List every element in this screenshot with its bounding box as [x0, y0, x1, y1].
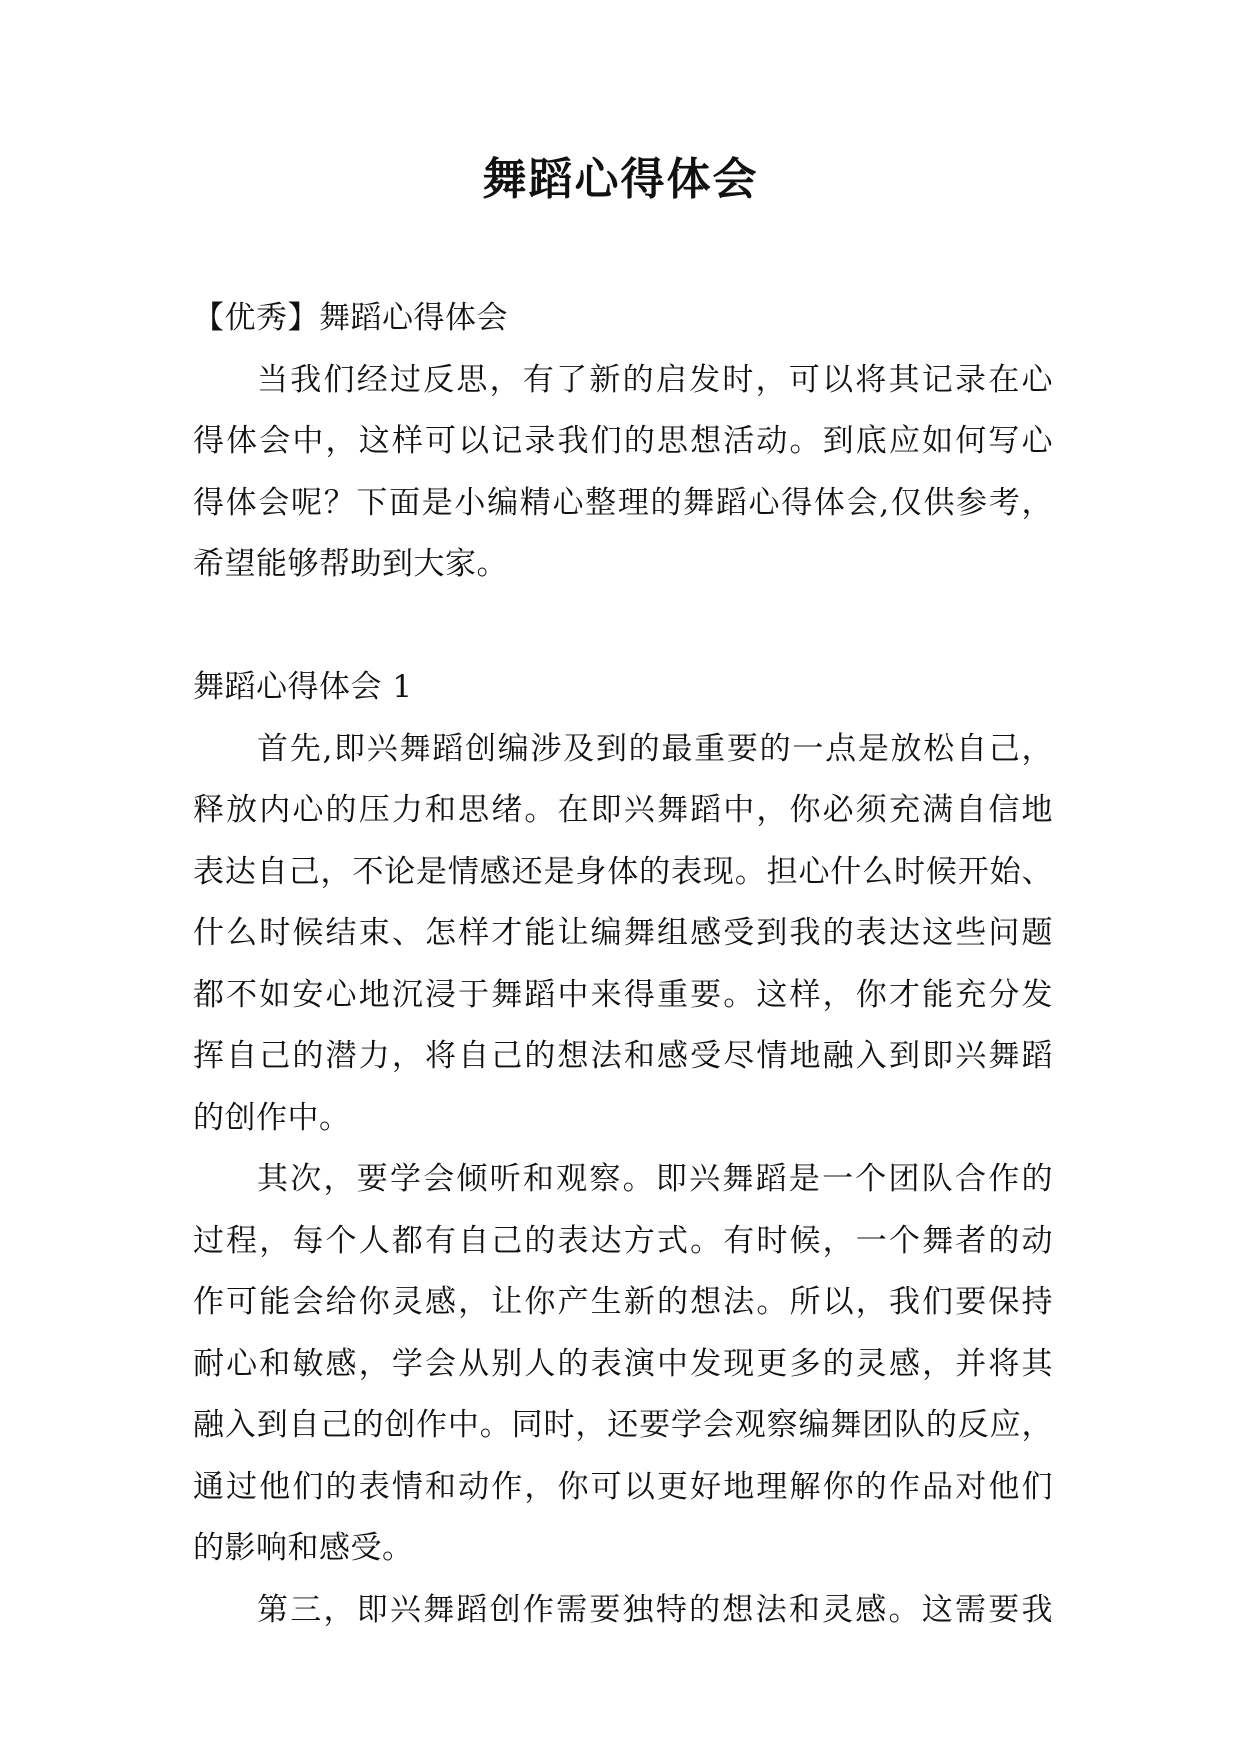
text-line: 都不如安心地沉浸于舞蹈中来得重要。这样，你才能充分发	[193, 976, 1053, 1013]
text-line: 耐心和敏感，学会从别人的表演中发现更多的灵感，并将其	[193, 1345, 1053, 1382]
text-line: 舞蹈心得体会 1	[193, 669, 413, 705]
text-line: 的影响和感受。	[193, 1530, 414, 1566]
text-line: 得体会呢？下面是小编精心整理的舞蹈心得体会,仅供参考，	[193, 484, 1053, 521]
text-line: 其次，要学会倾听和观察。即兴舞蹈是一个团队合作的	[257, 1161, 1053, 1197]
text-line: 表达自己，不论是情感还是身体的表现。担心什么时候开始、	[193, 853, 1053, 890]
text-line: 第三，即兴舞蹈创作需要独特的想法和灵感。这需要我	[257, 1591, 1053, 1628]
document-body	[193, 288, 1053, 1641]
text-line: 作可能会给你灵感，让你产生新的想法。所以，我们要保持	[193, 1284, 1053, 1320]
text-line: 融入到自己的创作中。同时，还要学会观察编舞团队的反应，	[193, 1407, 1053, 1443]
text-line: 通过他们的表情和动作，你可以更好地理解你的作品对他们	[193, 1468, 1053, 1505]
text-line: 【优秀】舞蹈心得体会	[193, 300, 508, 336]
text-line: 的创作中。	[193, 1099, 351, 1136]
text-line: 得体会中，这样可以记录我们的思想活动。到底应如何写心	[193, 423, 1053, 459]
text-line: 什么时候结束、怎样才能让编舞组感受到我的表达这些问题	[193, 915, 1053, 951]
text-line: 过程，每个人都有自己的表达方式。有时候，一个舞者的动	[193, 1222, 1053, 1259]
text-line: 挥自己的潜力，将自己的想法和感受尽情地融入到即兴舞蹈	[193, 1038, 1053, 1074]
document-title: 舞蹈心得体会	[482, 154, 759, 205]
text-line: 释放内心的压力和思绪。在即兴舞蹈中，你必须充满自信地	[193, 792, 1053, 828]
paragraph-gap	[193, 596, 1053, 658]
text-line: 当我们经过反思，有了新的启发时，可以将其记录在心	[257, 361, 1053, 398]
text-line: 首先,即兴舞蹈创编涉及到的最重要的一点是放松自己，	[257, 730, 1053, 767]
text-line: 希望能够帮助到大家。	[193, 546, 508, 582]
